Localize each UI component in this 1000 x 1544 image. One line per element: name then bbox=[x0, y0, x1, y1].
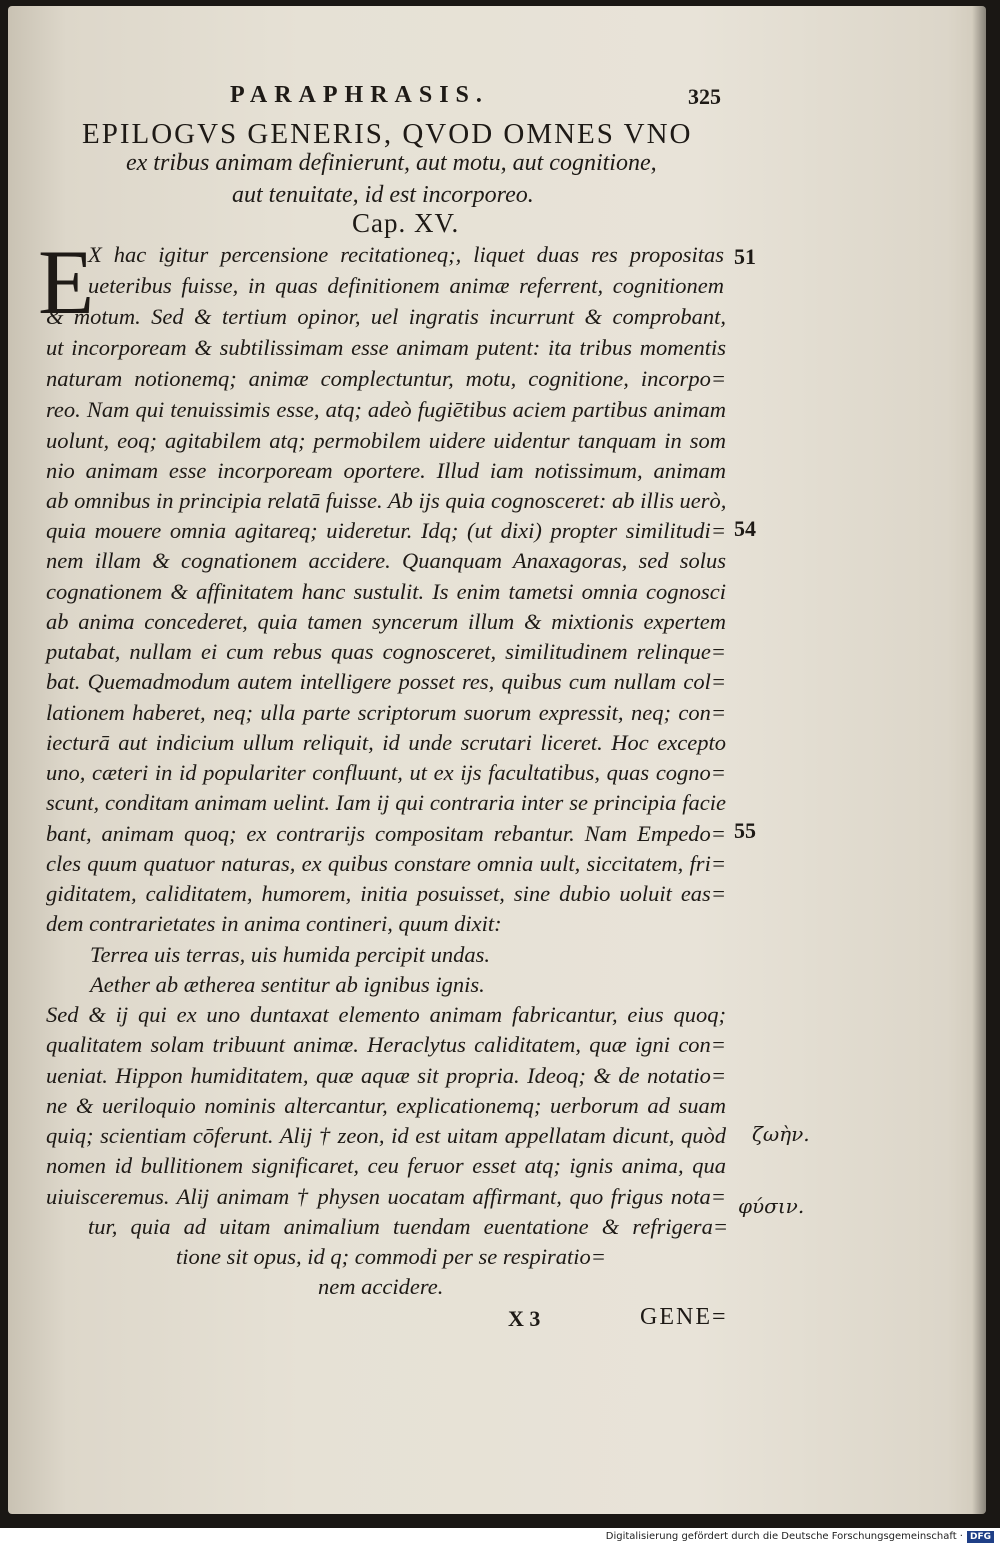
text-line: ab anima concederet, quia tamen syncerum illum & mixtionis expertem bbox=[46, 609, 726, 634]
catchword: GENE= bbox=[640, 1304, 728, 1330]
verse-line: Aether ab æthereа sentitur ab ignibus ignis. bbox=[90, 972, 485, 997]
footer-credit-text: Digitalisierung gefördert durch die Deutsche Forschungsgemeinschaft · bbox=[605, 1531, 963, 1542]
verse-line: Terrea uis terras, uis humida percipit undas. bbox=[90, 942, 491, 967]
page-number: 325 bbox=[688, 84, 721, 109]
dfg-logo[interactable]: DFG bbox=[967, 1531, 994, 1543]
margin-greek-note: ζωὴν. bbox=[752, 1122, 810, 1146]
text-line: ut incorpoream & subtilissimam esse animam putent: ita tribus momentis bbox=[46, 335, 726, 360]
chapter-number: Cap. XV. bbox=[352, 208, 460, 238]
text-line: ueteribus fuisse, in quas definitionem animæ referrent, cognitionem bbox=[88, 273, 724, 298]
text-line: naturam notionemq; animæ complectuntur, motu, cognitione, incorpo= bbox=[46, 366, 726, 391]
drop-cap-initial: E bbox=[38, 231, 95, 333]
closing-line: tione sit opus, id q; commodi per se respiratio= bbox=[176, 1244, 606, 1269]
text-line: cognationem & affinitatem hanc sustulit. Is enim tametsi omnia cognosci bbox=[46, 579, 726, 604]
text-line: dem contrarietates in anima contineri, quum dixit: bbox=[46, 911, 502, 936]
running-head: PARAPHRASIS. bbox=[230, 82, 489, 108]
text-line: bat. Quemadmodum autem intelligere posset res, quibus cum nullam col= bbox=[46, 669, 726, 694]
page-edge-shadow bbox=[972, 6, 986, 1514]
text-line: ab omnibus in principia relatā fuisse. Ab ijs quia cognosceret: ab illis uerò, bbox=[46, 488, 727, 513]
text-line: tur, quia ad uitam animalium tuendam euentatione & refrigera= bbox=[88, 1214, 728, 1239]
text-line: bant, animam quoq; ex contrarijs compositam rebantur. Nam Empedo= bbox=[46, 821, 726, 846]
margin-note-number: 54 bbox=[734, 516, 756, 541]
text-line: cles quum quatuor naturas, ex quibus constare omnia uult, siccitatem, fri= bbox=[46, 851, 726, 876]
text-line: reo. Nam qui tenuissimis esse, atq; adeò fugiētibus aciem partibus animam bbox=[46, 397, 726, 422]
text-line: quiq; scientiam cōferunt. Alij † zeon, id est uitam appellatam dicunt, quòd bbox=[46, 1123, 726, 1148]
margin-note-number: 55 bbox=[734, 818, 756, 843]
chapter-subtitle-line-2: aut tenuitate, id est incorporeo. bbox=[232, 182, 534, 208]
chapter-subtitle-line-1: ex tribus animam definierunt, aut motu, aut cognitione, bbox=[126, 150, 657, 176]
text-line: ne & ueriloquio nominis altercantur, explicationemq; uerborum ad suam bbox=[46, 1093, 726, 1118]
text-line: nem illam & cognationem accidere. Quanquam Anaxagoras, sed solus bbox=[46, 548, 726, 573]
text-line: lationem haberet, neq; ulla parte scriptorum suorum expressit, neq; con= bbox=[46, 700, 726, 725]
text-line: iecturā aut indicium ullum reliquit, id unde scrutari liceret. Hoc excepto bbox=[46, 730, 726, 755]
closing-line: nem accidere. bbox=[318, 1274, 444, 1299]
text-line: ueniat. Hippon humiditatem, quæ aquæ sit propria. Ideoq; & de notatio= bbox=[46, 1063, 726, 1088]
text-line: uiuisceremus. Alij animam † physen uocatam affirmant, quo frigus nota= bbox=[46, 1184, 726, 1209]
signature-mark: X 3 bbox=[508, 1306, 541, 1331]
text-line: giditatem, caliditatem, humorem, initia posuisset, sine dubio uoluit eas= bbox=[46, 881, 726, 906]
text-line: & motum. Sed & tertium opinor, uel ingratis incurrunt & comprobant, bbox=[46, 304, 726, 329]
margin-greek-note: φύσιν. bbox=[738, 1194, 805, 1218]
text-line: putabat, nullam ei cum rebus quas cognosceret, similitudinem relinque= bbox=[46, 639, 726, 664]
text-line: uno, cæteri in id populariter confluunt, ut ex ijs facultatibus, quas cogno= bbox=[46, 760, 726, 785]
text-line: scunt, conditam animam uelint. Iam ij qui contraria inter se principia facie bbox=[46, 790, 726, 815]
text-line: nomen id bullitionem significaret, ceu feruor esset atq; ignis anima, qua bbox=[46, 1153, 726, 1178]
text-line: X hac igitur percensione recitationeq;, liquet duas res propositas bbox=[88, 242, 724, 267]
text-line: Sed & ij qui ex uno duntaxat elemento animam fabricantur, eius quoq; bbox=[46, 1002, 726, 1027]
text-line: qualitatem solam tribuunt animæ. Heraclytus caliditatem, quæ igni con= bbox=[46, 1032, 726, 1057]
text-line: uolunt, eoq; agitabilem atq; permobilem uidere uidentur tanquam in som bbox=[46, 428, 726, 453]
chapter-title: EPILOGVS GENERIS, QVOD OMNES VNO bbox=[82, 118, 693, 150]
digitization-footer bbox=[606, 1530, 994, 1544]
text-line: quia mouere omnia agitareq; uideretur. Idq; (ut dixi) propter similitudi= bbox=[46, 518, 726, 543]
margin-note-number: 51 bbox=[734, 244, 756, 269]
text-line: nio animam esse incorpoream oportere. Illud iam notissimum, animam bbox=[46, 458, 726, 483]
